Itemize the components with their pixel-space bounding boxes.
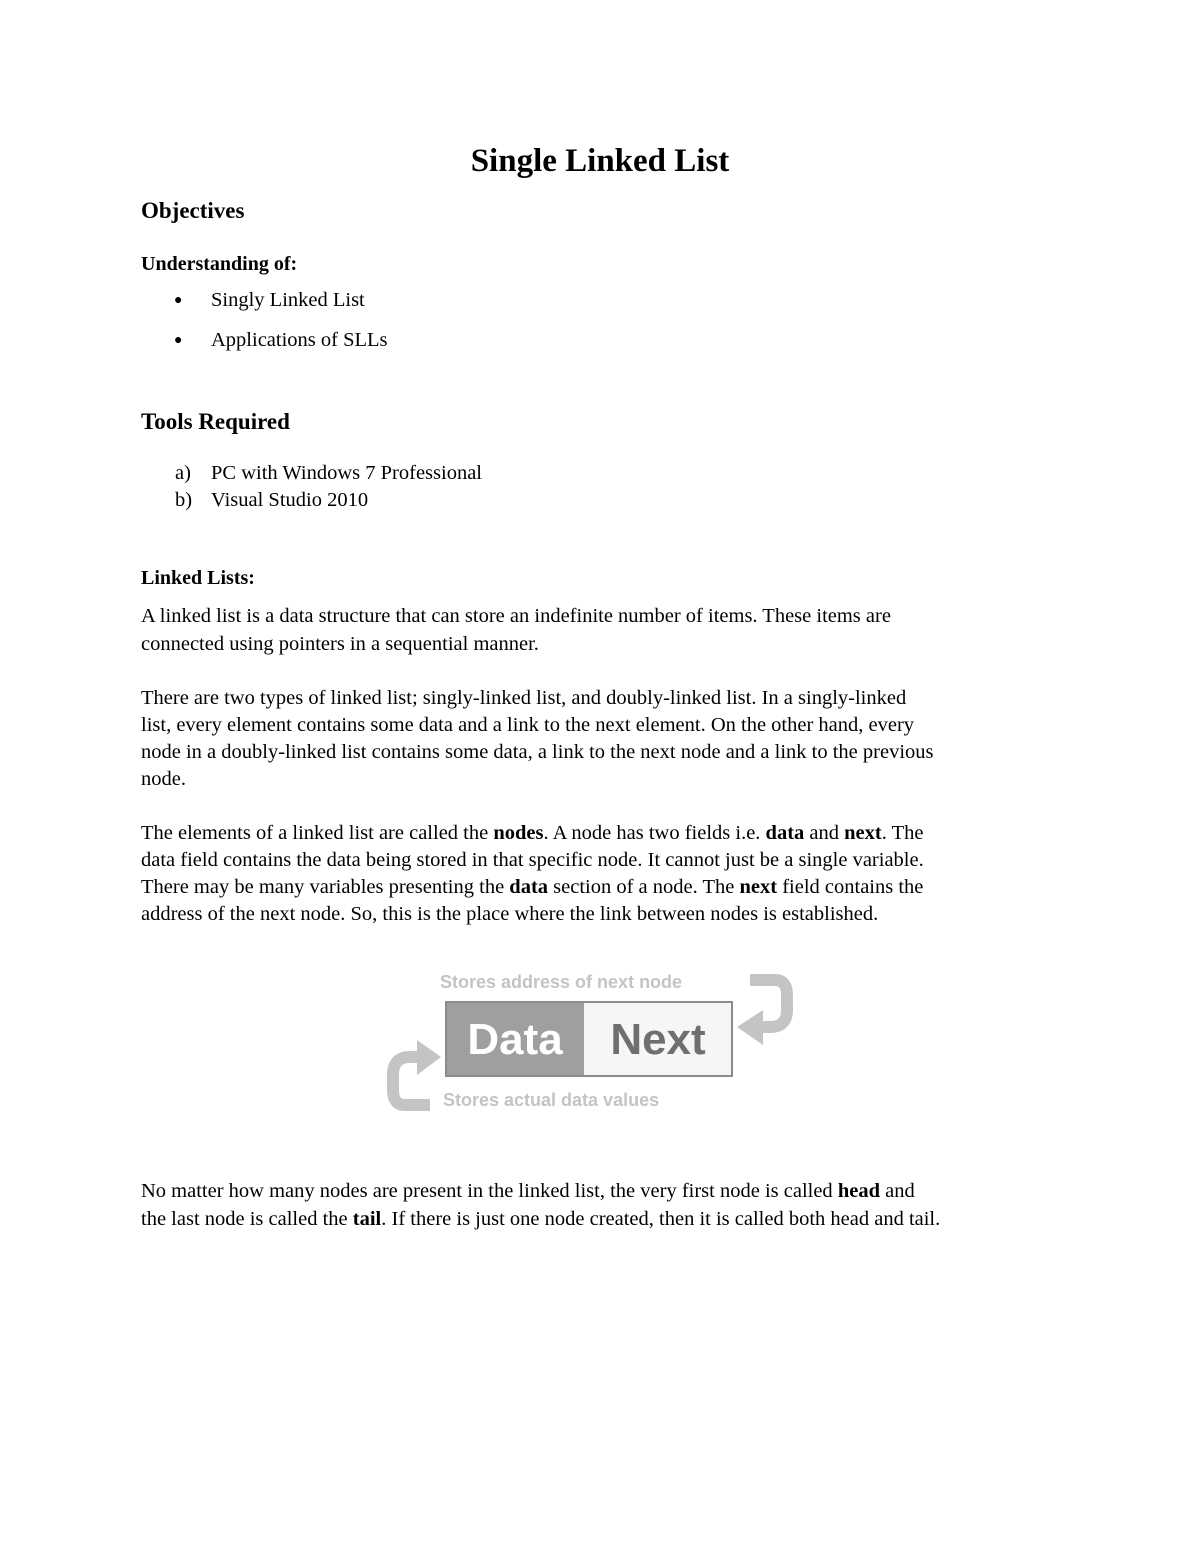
text-run: section of a node. The — [548, 876, 740, 898]
paragraph-line — [141, 1181, 915, 1202]
bullet-icon: ● — [174, 293, 183, 308]
bold-term: head — [837, 1180, 880, 1202]
text-run: and — [804, 822, 845, 844]
text-run: . If there is just one node created, then it is called both head and tail. — [381, 1208, 941, 1230]
arrow-head-icon — [417, 1040, 441, 1075]
bold-term: next — [739, 876, 778, 898]
bold-term: tail — [352, 1208, 382, 1230]
text-run: field contains the — [777, 876, 924, 898]
tool-item: Visual Studio 2010 — [211, 489, 369, 511]
objective-item: Applications of SLLs — [211, 329, 388, 351]
text-run: A linked list is a data structure that can store an indefinite number of items. These items are — [141, 605, 891, 627]
understanding-subheading: Understanding of: — [141, 253, 298, 275]
text-run: the last node is called the — [141, 1208, 353, 1230]
text-run: address of the next node. So, this is the place where the link between nodes is established. — [141, 903, 879, 925]
tools-heading: Tools Required — [141, 409, 290, 434]
paragraph-line — [141, 823, 923, 844]
paragraph-line — [141, 850, 924, 871]
bold-term: next — [844, 822, 882, 844]
text-run: data field contains the data being stored in that specific node. It cannot just be a single variable. — [141, 849, 924, 871]
text-run: The elements of a linked list are called the — [141, 822, 494, 844]
text-run: . The — [881, 822, 924, 844]
text-run: list, every element contains some data and a link to the next element. On the other hand, every — [141, 714, 915, 736]
paragraph-line — [141, 634, 539, 655]
paragraph-line — [141, 877, 923, 898]
top-caption: Stores address of next node — [440, 972, 683, 992]
list-marker: b) — [175, 489, 193, 511]
paragraph-line — [141, 688, 906, 709]
text-run: There are two types of linked list; singly-linked list, and doubly-linked list. In a singly-linked — [141, 687, 907, 709]
bold-term: data — [509, 876, 549, 898]
tool-item: PC with Windows 7 Professional — [211, 462, 483, 484]
text-run: . A node has two fields i.e. — [543, 822, 766, 844]
arrow-head-icon — [737, 1010, 763, 1045]
text-run: There may be many variables presenting the — [141, 876, 510, 898]
text-run: node in a doubly-linked list contains some data, a link to the next node and a link to the previous — [141, 741, 934, 763]
node-diagram — [375, 965, 805, 1115]
paragraph-line — [141, 606, 891, 627]
objective-item: Singly Linked List — [211, 289, 365, 311]
text-run: No matter how many nodes are present in the linked list, the very first node is called — [141, 1180, 838, 1202]
bullet-icon: ● — [174, 333, 183, 348]
paragraph-line — [141, 769, 186, 790]
linked-lists-heading: Linked Lists: — [141, 567, 255, 589]
objectives-heading: Objectives — [141, 198, 245, 223]
text-run: node. — [141, 768, 186, 790]
list-marker: a) — [175, 462, 191, 484]
paragraph-line — [141, 715, 914, 736]
page-title: Single Linked List — [470, 143, 730, 179]
text-run: and — [879, 1180, 915, 1202]
bold-term: nodes — [493, 822, 544, 844]
data-label: Data — [467, 1015, 563, 1064]
paragraph-line — [141, 1209, 940, 1230]
next-label: Next — [610, 1015, 706, 1064]
bold-term: data — [765, 822, 805, 844]
paragraph-line — [141, 742, 934, 763]
text-run: connected using pointers in a sequential manner. — [141, 633, 539, 655]
bottom-caption: Stores actual data values — [443, 1090, 660, 1110]
paragraph-line — [141, 904, 878, 925]
